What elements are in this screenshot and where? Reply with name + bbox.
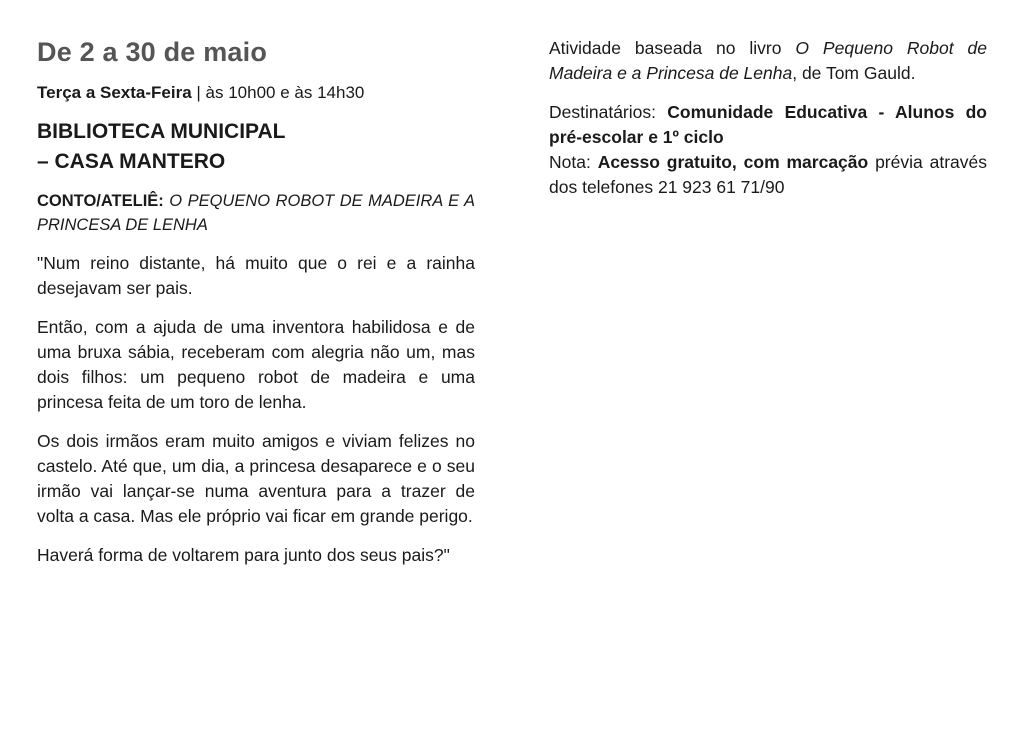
schedule-separator: | bbox=[191, 83, 206, 102]
note-label: Nota: bbox=[549, 152, 598, 172]
activity-title: O PEQUENO ROBOT DE MADEIRA E A PRINCESA DE LENHA bbox=[37, 192, 475, 234]
story-paragraph-3: Os dois irmãos eram muito amigos e viviam felizes no castelo. Até que, um dia, a princesa desaparece e o seu irmão vai lançar-se numa aventura para a trazer de volta a casa. Mas ele próprio vai ficar em grande perigo. bbox=[37, 431, 475, 526]
access-note bbox=[549, 150, 987, 200]
note-rest: prévia através dos telefones 21 923 61 71/90 bbox=[549, 152, 987, 197]
book-credit-prefix: Atividade baseada no livro bbox=[549, 38, 796, 58]
story-paragraph-4: Haverá forma de voltarem para junto dos seus pais?" bbox=[37, 545, 450, 565]
book-credit bbox=[549, 36, 987, 86]
activity-label: CONTO/ATELIÊ: bbox=[37, 192, 164, 210]
event-schedule bbox=[37, 81, 475, 105]
left-column bbox=[37, 36, 475, 568]
event-venue bbox=[37, 117, 475, 177]
event-days: Terça a Sexta-Feira bbox=[37, 83, 192, 102]
audience-label: Destinatários: bbox=[549, 102, 668, 122]
venue-line-1: BIBLIOTECA MUNICIPAL bbox=[37, 120, 286, 143]
story-paragraph-1: "Num reino distante, há muito que o rei e a rainha desejavam ser pais. bbox=[37, 253, 475, 298]
right-column bbox=[549, 36, 987, 200]
activity-heading bbox=[37, 189, 475, 237]
audience-value: Comunidade Educativa - Alunos do pré-escolar e 1º ciclo bbox=[549, 102, 987, 147]
book-title: O Pequeno Robot de Madeira e a Princesa de Lenha bbox=[549, 38, 988, 83]
venue-line-2: – CASA MANTERO bbox=[37, 150, 226, 173]
book-credit-suffix: , de Tom Gauld. bbox=[792, 63, 916, 83]
event-date: De 2 a 30 de maio bbox=[37, 37, 268, 67]
story-paragraph-2: Então, com a ajuda de uma inventora habilidosa e de uma bruxa sábia, receberam com alegria não um, mas dois filhos: um pequeno robot de madeira e uma princesa feita de um toro de lenha. bbox=[37, 317, 475, 412]
audience-info bbox=[549, 100, 987, 150]
note-value: Acesso gratuito, com marcação bbox=[597, 152, 869, 172]
event-times: às 10h00 e às 14h30 bbox=[205, 83, 365, 102]
